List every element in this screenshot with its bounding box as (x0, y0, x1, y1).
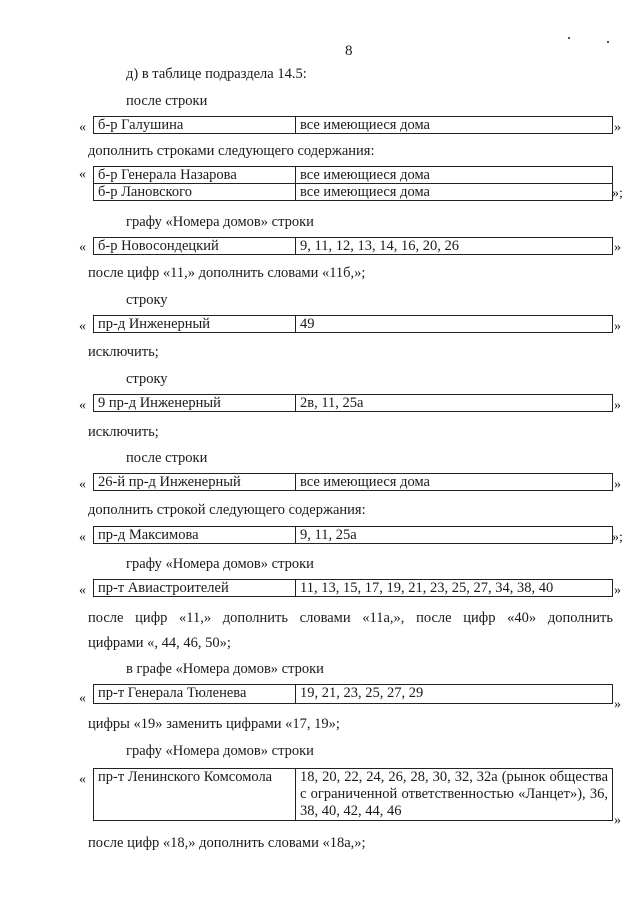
quote-close-semicolon: »; (612, 530, 623, 545)
quote-open: « (79, 530, 86, 545)
column-row-text: графу «Номера домов» строки (126, 743, 314, 759)
replace-text: цифры «19» заменить цифрами «17, 19»; (88, 716, 340, 732)
houses-cell: 19, 21, 23, 25, 27, 29 (296, 685, 613, 704)
street-cell: б-р Галушина (94, 117, 296, 134)
quote-open: « (79, 477, 86, 492)
quote-close: » (614, 240, 621, 255)
intro-text: д) в таблице подраздела 14.5: (126, 66, 307, 82)
page-number: 8 (345, 43, 353, 59)
quote-open: « (79, 319, 86, 334)
table-row-leninsky (93, 768, 613, 821)
in-column-text: в графе «Номера домов» строки (126, 661, 324, 677)
street-cell: б-р Генерала Назарова (94, 167, 296, 184)
after-row-text: после строки (126, 450, 208, 466)
quote-close: » (614, 398, 621, 413)
street-cell: пр-т Ленинского Комсомола (94, 769, 296, 821)
add-row-text: дополнить строкой следующего содержания: (88, 502, 366, 518)
after-digits-text: после цифр «11,» дополнить словами «11б,»; (88, 265, 366, 281)
table-row-aviastroiteley (93, 579, 613, 597)
street-cell: 9 пр-д Инженерный (94, 395, 296, 412)
table-row-tyuleneva (93, 684, 613, 704)
houses-cell: все имеющиеся дома (296, 167, 613, 184)
quote-open: « (79, 120, 86, 135)
exclude-text: исключить; (88, 344, 159, 360)
houses-cell: все имеющиеся дома (296, 474, 613, 491)
street-cell: б-р Новосондецкий (94, 238, 296, 255)
quote-close: » (614, 583, 621, 598)
houses-cell: все имеющиеся дома (296, 184, 613, 201)
add-rows-text: дополнить строками следующего содержания: (88, 143, 375, 159)
houses-cell: 9, 11, 12, 13, 14, 16, 20, 26 (296, 238, 613, 255)
quote-open: « (79, 398, 86, 413)
quote-close: » (614, 319, 621, 334)
street-cell: б-р Лановского (94, 184, 296, 201)
quote-open: « (79, 691, 86, 706)
quote-close: » (614, 477, 621, 492)
quote-open: « (79, 583, 86, 598)
quote-close-semicolon: »; (612, 186, 623, 201)
after-digits-text-line1: после цифр «11,» дополнить словами «11а,», после цифр «40» дополнить (88, 610, 613, 626)
houses-cell: 49 (296, 316, 613, 333)
houses-cell: 11, 13, 15, 17, 19, 21, 23, 25, 27, 34, 38, 40 (296, 580, 613, 597)
quote-open: « (79, 167, 86, 182)
scan-speck (607, 41, 609, 43)
table-row-9-inzhenerny (93, 394, 613, 412)
street-cell: 26-й пр-д Инженерный (94, 474, 296, 491)
table-row-26-inzhenerny (93, 473, 613, 491)
street-cell: пр-т Авиастроителей (94, 580, 296, 597)
quote-close: » (614, 813, 621, 828)
column-row-text: графу «Номера домов» строки (126, 214, 314, 230)
street-cell: пр-т Генерала Тюленева (94, 685, 296, 704)
table-row-inzhenerny (93, 315, 613, 333)
houses-cell: 9, 11, 25а (296, 527, 613, 544)
column-row-text: графу «Номера домов» строки (126, 556, 314, 572)
table-added-rows (93, 166, 613, 201)
table-row-maksimova (93, 526, 613, 544)
after-digits-text: после цифр «18,» дополнить словами «18а,»; (88, 835, 366, 851)
exclude-text: исключить; (88, 424, 159, 440)
table-row (94, 184, 613, 201)
houses-cell: 18, 20, 22, 24, 26, 28, 30, 32, 32а (рынок общества с ограниченной ответственностью «Ланцет»), 36, 38, 40, 42, 44, 46 (296, 769, 613, 821)
street-cell: пр-д Инженерный (94, 316, 296, 333)
row-word-text: строку (126, 371, 168, 387)
after-row-text: после строки (126, 93, 208, 109)
after-digits-text-line2: цифрами «, 44, 46, 50»; (88, 635, 231, 651)
row-word-text: строку (126, 292, 168, 308)
table-row-novosondetsky (93, 237, 613, 255)
quote-open: « (79, 240, 86, 255)
quote-close: » (614, 697, 621, 712)
quote-open: « (79, 772, 86, 787)
table-row (94, 167, 613, 184)
scan-speck (568, 37, 570, 39)
houses-cell: 2в, 11, 25а (296, 395, 613, 412)
street-cell: пр-д Максимова (94, 527, 296, 544)
quote-close: » (614, 120, 621, 135)
houses-cell: все имеющиеся дома (296, 117, 613, 134)
table-row-galushina (93, 116, 613, 134)
